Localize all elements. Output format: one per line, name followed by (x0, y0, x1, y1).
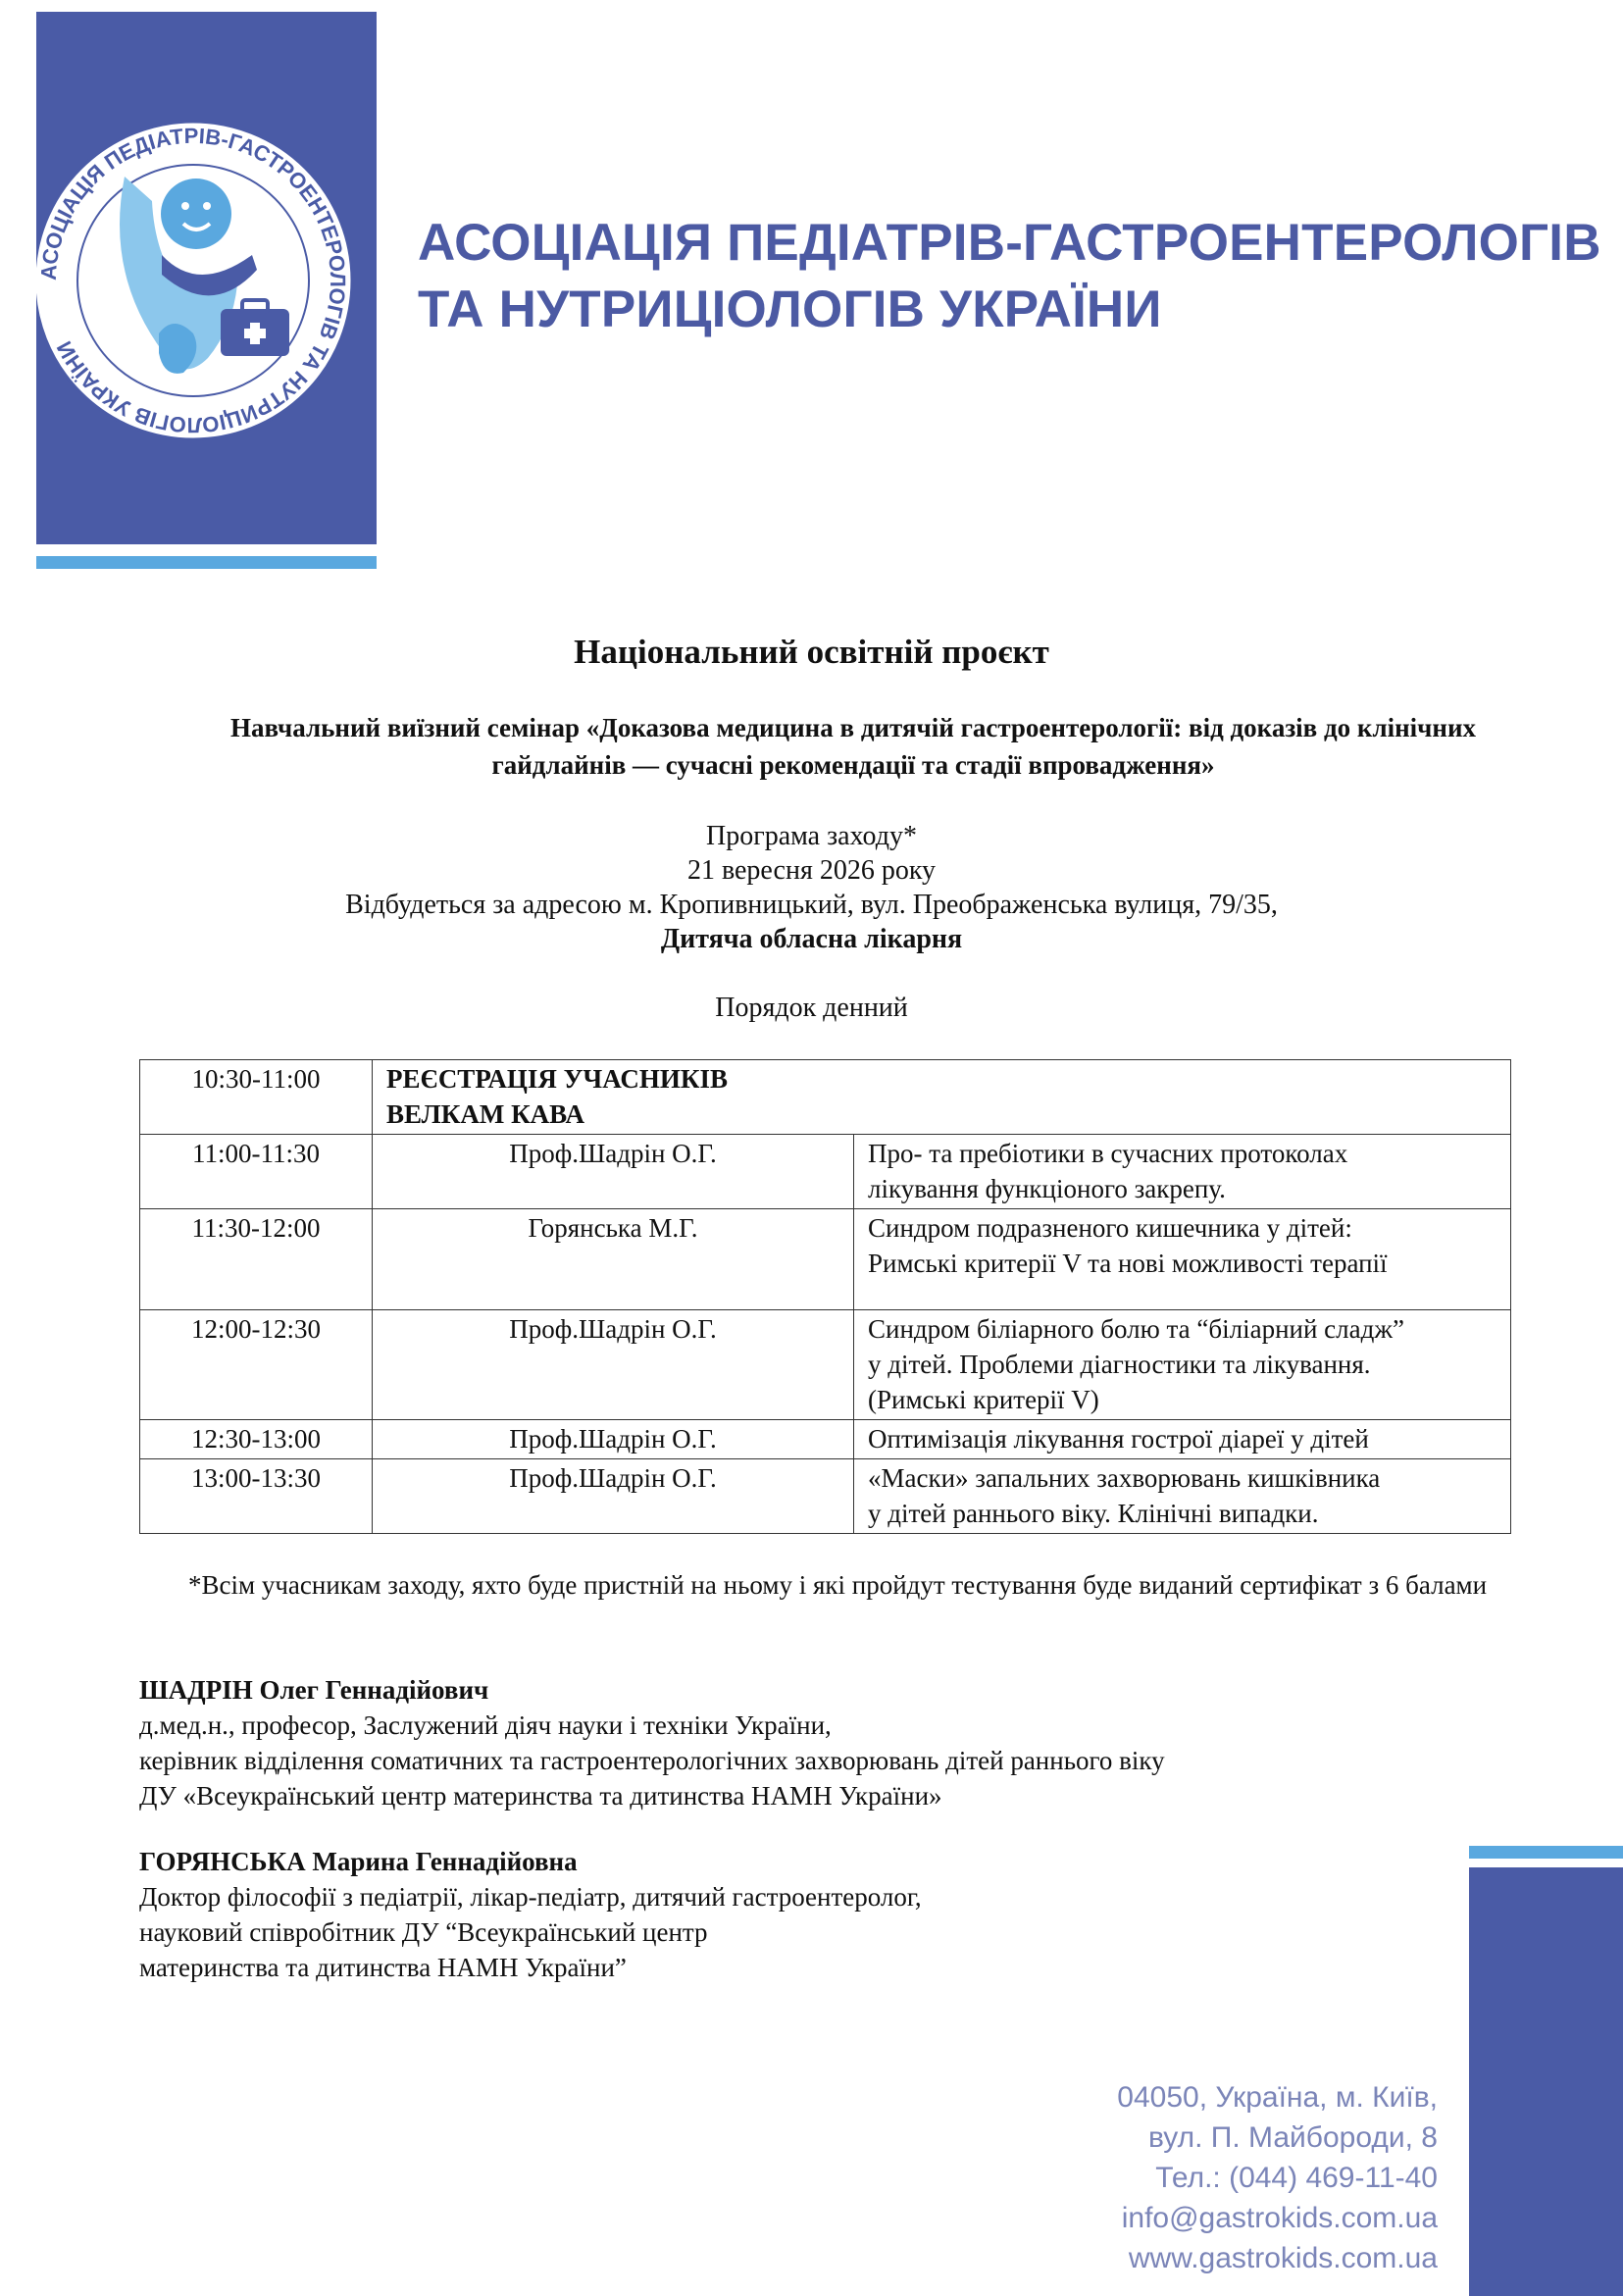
event-address: Відбудеться за адресою м. Кропивницький, вул. Преображенська вулиця, 79/35, (345, 890, 1278, 920)
agenda-topic-line: Про- та пребіотики в сучасних протоколах (868, 1139, 1348, 1168)
organization-title-line2: ТА НУТРИЦІОЛОГІВ УКРАЇНИ (418, 281, 1162, 338)
agenda-topic (854, 1459, 1511, 1534)
agenda-time: 13:00-13:30 (140, 1459, 373, 1534)
agenda-row (140, 1459, 1511, 1534)
agenda-row (140, 1209, 1511, 1310)
logo-ring-text: АСОЦІАЦІЯ ПЕДІАТРІВ-ГАСТРОЕНТЕРОЛОГІВ ТА НУТРИЦІОЛОГІВ УКРАЇНИ (36, 123, 351, 438)
agenda-topic-line: Синдром біліарного болю та “біліарний сладж” (868, 1314, 1405, 1344)
speaker-name: ГОРЯНСЬКА Марина Геннадійовна (139, 1847, 578, 1876)
contact-block (1117, 2077, 1438, 2278)
speaker-bio-line: д.мед.н., професор, Заслужений діяч науки і техніки України, (139, 1710, 832, 1740)
contact-address-line2: вул. П. Майбороди, 8 (1148, 2121, 1438, 2154)
organization-title-line1: АСОЦІАЦІЯ ПЕДІАТРІВ-ГАСТРОЕНТЕРОЛОГІВ (418, 214, 1601, 272)
organization-title (418, 210, 1614, 343)
agenda-topic-line: Синдром подразненого кишечника у дітей: (868, 1213, 1352, 1243)
speaker-bio-line: науковий співробітник ДУ “Всеукраїнський центр (139, 1917, 708, 1947)
speaker-name: ШАДРІН Олег Геннадійович (139, 1675, 489, 1705)
agenda-row (140, 1420, 1511, 1459)
contact-address-line1: 04050, Україна, м. Київ, (1117, 2081, 1438, 2114)
welcome-coffee-label: ВЕЛКАМ КАВА (386, 1099, 584, 1129)
agenda-time: 11:00-11:30 (140, 1135, 373, 1209)
agenda-time: 10:30-11:00 (140, 1060, 373, 1135)
event-date: 21 вересня 2026 року (686, 855, 937, 886)
seminar-title: Навчальний виїзний семінар «Доказова медицина в дитячій гастроентерології: від доказів до клінічних гайдлайнів — сучасні рекомендації та стадії впровадження» (229, 713, 1477, 780)
agenda-topic (854, 1209, 1511, 1310)
registration-label: РЕЄСТРАЦІЯ УЧАСНИКІВ (386, 1064, 728, 1094)
contact-phone: Тел.: (044) 469-11-40 (1155, 2162, 1438, 2194)
agenda-topic-line: у дітей. Проблеми діагностики та лікування. (868, 1350, 1371, 1379)
contact-email-link[interactable]: info@gastrokids.com.ua (1121, 2202, 1438, 2234)
agenda-row-registration (140, 1060, 1511, 1135)
speaker-bio (139, 1672, 1493, 1813)
agenda-topic-line: «Маски» запальних захворювань кишківника (868, 1463, 1381, 1493)
agenda-topic (854, 1135, 1511, 1209)
contact-website-link[interactable]: www.gastrokids.com.ua (1128, 2242, 1438, 2274)
agenda-speaker: Проф.Шадрін О.Г. (373, 1135, 854, 1209)
agenda-topic-line: Римські критерії V та нові можливості терапії (868, 1249, 1388, 1278)
agenda-topic-line: лікування функціоного закрепу. (868, 1174, 1226, 1203)
agenda-topic (854, 1310, 1511, 1420)
agenda-time: 12:30-13:00 (140, 1420, 373, 1459)
agenda-label: Порядок денний (715, 993, 908, 1023)
footer-accent-stripe (1469, 1846, 1623, 1859)
agenda-row (140, 1135, 1511, 1209)
program-label: Програма заходу* (706, 821, 917, 851)
agenda-topic-line: (Римські критерії V) (868, 1385, 1099, 1414)
speaker-bio-line: материнства та дитинства НАМН України” (139, 1953, 627, 1982)
speaker-bio (139, 1844, 1493, 1985)
event-venue: Дитяча обласна лікарня (660, 924, 963, 954)
agenda-speaker: Горянська М.Г. (373, 1209, 854, 1310)
registration-cell (373, 1060, 1511, 1135)
agenda-topic-line: у дітей раннього віку. Клінічні випадки. (868, 1499, 1319, 1528)
logo-accent-stripe (36, 556, 377, 569)
agenda-row (140, 1310, 1511, 1420)
agenda-speaker: Проф.Шадрін О.Г. (373, 1310, 854, 1420)
agenda-time: 12:00-12:30 (140, 1310, 373, 1420)
association-logo (36, 108, 377, 451)
agenda-topic (854, 1420, 1511, 1459)
certificate-footnote: *Всім учасникам заходу, яхто буде пристній на ньому і які пройдут тестування буде виданий сертифікат з 6 балами (188, 1570, 1488, 1600)
speaker-bio-line: ДУ «Всеукраїнський центр материнства та дитинства НАМН України» (139, 1781, 942, 1811)
agenda-topic-line: Оптимізація лікування гострої діареї у дітей (868, 1424, 1369, 1454)
association-logo-icon (36, 108, 377, 451)
speaker-bio-line: керівник відділення соматичних та гастроентерологічних захворювань дітей раннього віку (139, 1746, 1165, 1775)
agenda-time: 11:30-12:00 (140, 1209, 373, 1310)
speaker-bio-line: Доктор філософії з педіатрії, лікар-педіатр, дитячий гастроентеролог, (139, 1882, 922, 1912)
project-title: Національний освітній проєкт (574, 633, 1049, 671)
agenda-speaker: Проф.Шадрін О.Г. (373, 1420, 854, 1459)
agenda-speaker: Проф.Шадрін О.Г. (373, 1459, 854, 1534)
footer-panel (1469, 1867, 1623, 2296)
agenda-table (139, 1059, 1511, 1534)
